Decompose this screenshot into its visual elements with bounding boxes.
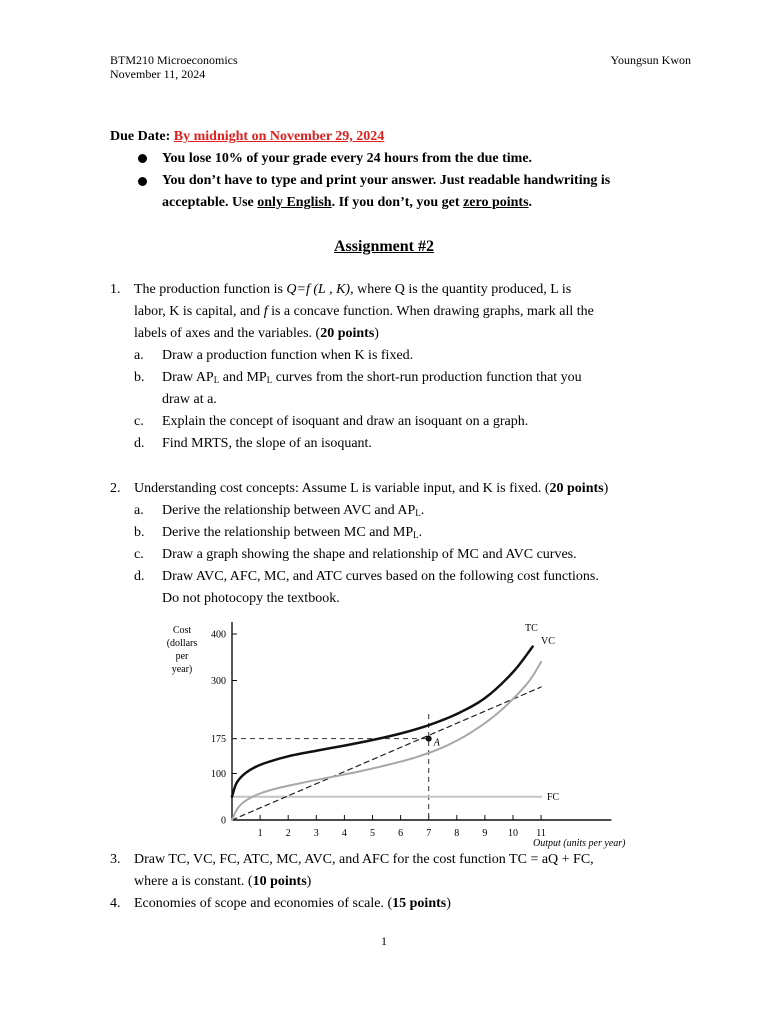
x-tick-label: 8 — [454, 828, 460, 839]
q2b-text: Derive the relationship between MC and $MP_L$. — [162, 525, 423, 540]
bullet-icon — [138, 177, 147, 186]
q4-number: 4. — [110, 896, 121, 911]
author-name: Youngsun Kwon — [610, 53, 691, 67]
x-axis-label: Output (units per year) — [533, 838, 626, 849]
q2a-letter: a. — [134, 503, 144, 518]
q3-line1: Draw TC, VC, FC, ATC, MC, AVC, and AFC for the cost function TC = aQ + FC, — [134, 852, 594, 867]
x-tick-label: 11 — [536, 828, 546, 839]
q2d-letter: d. — [134, 569, 145, 584]
y-axis-label-line: per — [175, 651, 189, 662]
q2-number: 2. — [110, 481, 121, 496]
y-axis-label-line: Cost — [172, 625, 192, 636]
q1b-text: Draw $AP_L$ and $MP_L$ curves from the short-run production function that you — [162, 370, 582, 385]
q2b-letter: b. — [134, 525, 145, 540]
handwriting-policy-line1: You don’t have to type and print your answer. Just readable handwriting is — [162, 173, 611, 188]
header-date: November 11, 2024 — [110, 67, 206, 81]
series-ray-line — [232, 687, 541, 820]
x-tick-label: 2 — [285, 828, 291, 839]
course-name: BTM210 Microeconomics — [110, 53, 238, 67]
q2d-text-cont: Do not photocopy the textbook. — [162, 591, 340, 606]
cost-curves-chart — [160, 618, 630, 852]
q3-number: 3. — [110, 852, 121, 867]
legend-tc-label: TC — [525, 623, 538, 634]
due-date-label: Due Date: — [110, 129, 171, 144]
q1-number: 1. — [110, 282, 121, 297]
q1-line3: labels of axes and the variables. (20 points) — [134, 326, 379, 341]
q2c-text: Draw a graph showing the shape and relationship of MC and AVC curves. — [162, 547, 577, 562]
late-policy: You lose 10% of your grade every 24 hours from the due time. — [162, 151, 533, 166]
q3-line2: where a is constant. (10 points) — [134, 874, 312, 889]
x-tick-label: 9 — [482, 828, 488, 839]
x-tick-label: 6 — [398, 828, 404, 839]
legend-fc-label: FC — [547, 792, 560, 803]
x-tick-label: 3 — [313, 828, 319, 839]
q1b-letter: b. — [134, 370, 145, 385]
y-axis-label — [167, 625, 198, 675]
q2c-letter: c. — [134, 547, 144, 562]
q2d-text: Draw AVC, AFC, MC, and ATC curves based on the following cost functions. — [162, 569, 599, 584]
y-axis-label-line: (dollars — [166, 638, 198, 649]
page-number: 1 — [381, 934, 387, 948]
q2-line1: Understanding cost concepts: Assume L is variable input, and K is fixed. (20 points) — [134, 481, 609, 496]
q1-line1: The production function is Q=f (L , K), where Q is the quantity produced, L is — [134, 282, 572, 297]
q1-line2: labor, K is capital, and f is a concave function. When drawing graphs, mark all the — [134, 304, 594, 319]
q1c-letter: c. — [134, 414, 144, 429]
due-date-value: By midnight on November 29, 2024 — [173, 129, 385, 144]
x-tick-label: 5 — [370, 828, 375, 839]
production-formula: Q=f (L , K) — [286, 282, 351, 297]
x-tick-label: 1 — [257, 828, 263, 839]
q2a-text: Derive the relationship between AVC and $AP_L$. — [162, 503, 425, 518]
point-a — [426, 736, 432, 742]
y-axis-label-line: year) — [171, 664, 193, 675]
due-date-line — [110, 126, 384, 148]
y-tick-label: 300 — [211, 676, 226, 687]
y-tick-label: 100 — [211, 769, 226, 780]
q1d-letter: d. — [134, 436, 145, 451]
q1b-text-cont: draw at a. — [162, 392, 217, 407]
y-tick-label: 400 — [211, 629, 226, 641]
q1d-text: Find MRTS, the slope of an isoquant. — [162, 436, 372, 451]
q1a-letter: a. — [134, 348, 144, 363]
x-tick-label: 4 — [341, 828, 347, 839]
x-tick-label: 7 — [426, 828, 432, 839]
y-tick-label: 0 — [221, 815, 226, 827]
point-a-label: A — [433, 737, 440, 749]
x-tick-label: 10 — [508, 828, 518, 839]
handwriting-policy-line2: acceptable. Use only English. If you don’t, you get zero points. — [162, 195, 533, 210]
bullet-icon — [138, 154, 147, 163]
q4-line1: Economies of scope and economies of scale. (15 points) — [134, 896, 451, 911]
q1a-text: Draw a production function when K is fixed. — [162, 348, 414, 363]
q1c-text: Explain the concept of isoquant and draw an isoquant on a graph. — [162, 414, 529, 429]
y-tick-label: 175 — [211, 734, 226, 746]
legend-vc-label: VC — [541, 636, 555, 647]
assignment-title: Assignment #2 — [333, 238, 434, 255]
